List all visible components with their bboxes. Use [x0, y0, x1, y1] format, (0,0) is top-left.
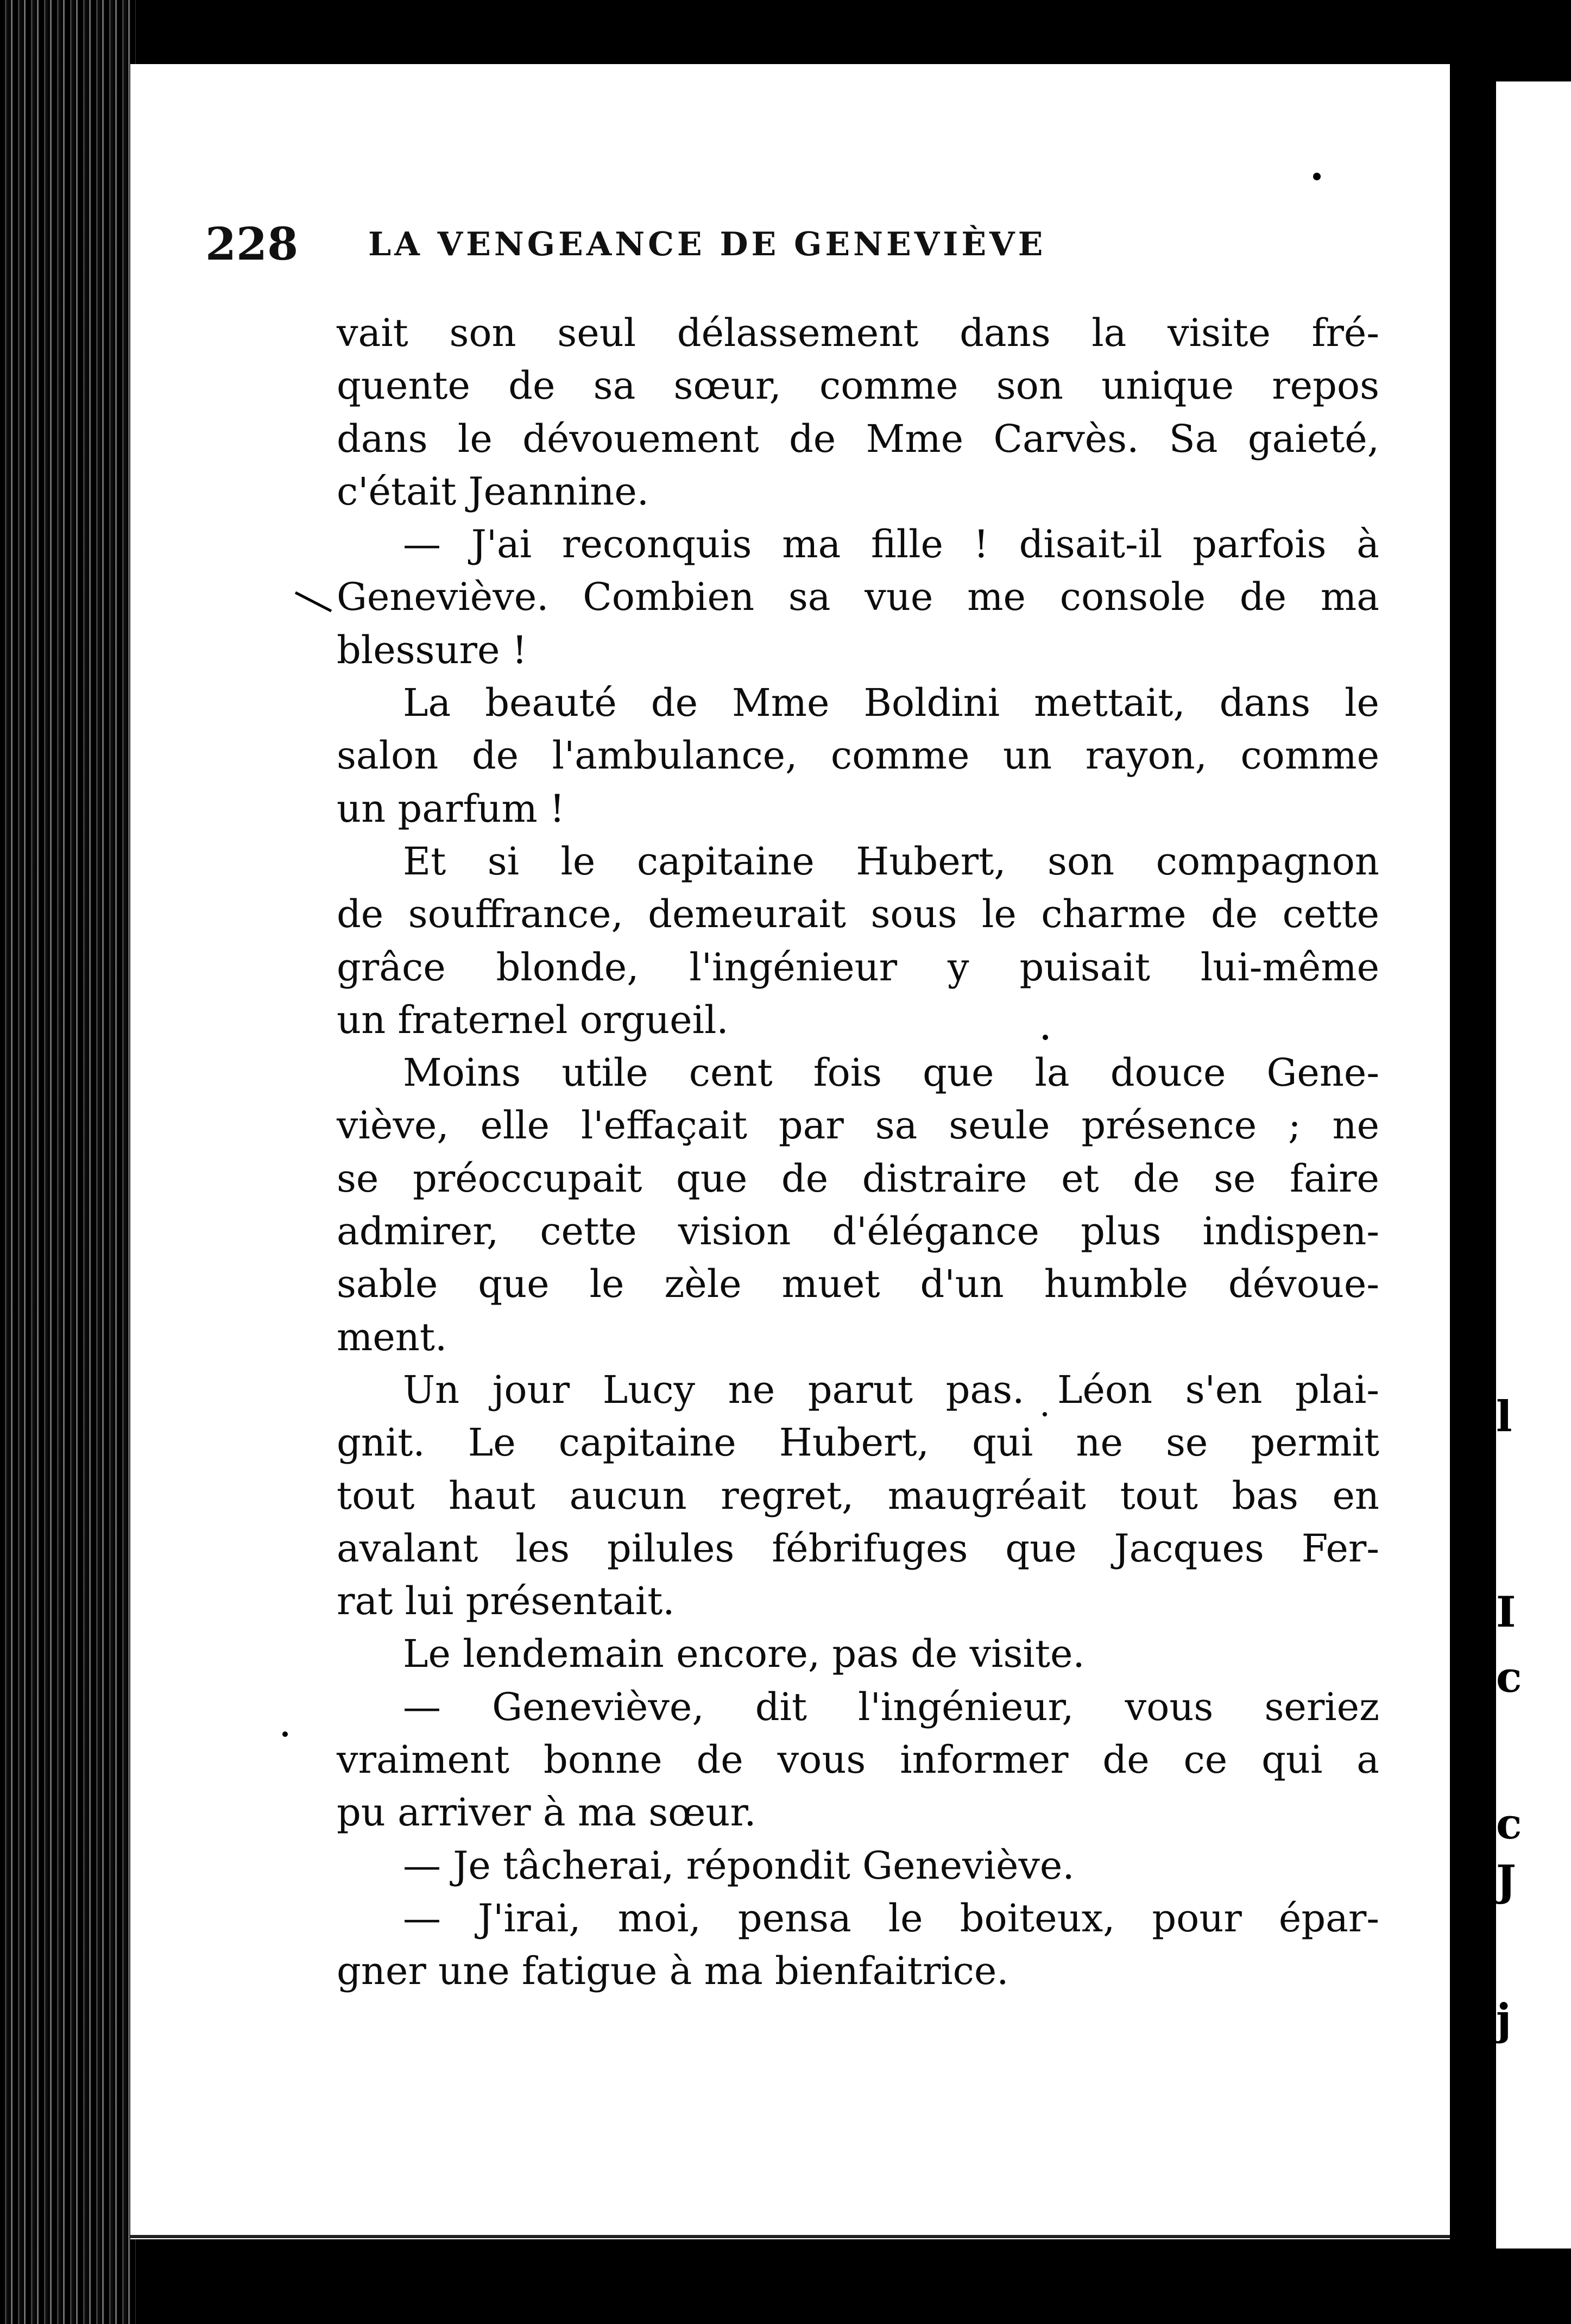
text-line: un parfum ! [337, 786, 565, 831]
text-line: de souffrance, demeurait sous le charme de cette [337, 892, 1379, 937]
text-line: avalant les pilules fébrifuges que Jacques Fer- [337, 1526, 1379, 1571]
text-line: — Je tâcherai, répondit Geneviève. [403, 1843, 1075, 1888]
text-line: — Geneviève, dit l'ingénieur, vous seriez [403, 1684, 1379, 1729]
margin-pencil-mark [293, 589, 342, 616]
print-speck [1043, 1412, 1047, 1416]
text-line: ment. [337, 1314, 447, 1359]
text-line: se préoccupait que de distraire et de se faire [337, 1156, 1379, 1201]
text-line: gner une fatigue à ma bienfaitrice. [337, 1949, 1009, 1994]
text-line: admirer, cette vision d'élégance plus indispen- [337, 1209, 1379, 1254]
adjacent-page-letter: c [1496, 1653, 1522, 1702]
text-line: Moins utile cent fois que la douce Gene- [403, 1050, 1379, 1095]
text-line: Le lendemain encore, pas de visite. [403, 1632, 1085, 1677]
text-line: vraiment bonne de vous informer de ce qui a [337, 1737, 1379, 1783]
text-line: dans le dévouement de Mme Carvès. Sa gaieté, [337, 416, 1379, 461]
adjacent-page-letter: I [1496, 1588, 1516, 1637]
body-text [337, 307, 1379, 1998]
text-line: quente de sa sœur, comme son unique repos [337, 363, 1379, 408]
page-bottom-edge [130, 2235, 1450, 2238]
text-line: Et si le capitaine Hubert, son compagnon [403, 839, 1379, 884]
running-title: LA VENGEANCE DE GENEVIÈVE [368, 225, 1046, 263]
adjacent-page-strip [1496, 81, 1571, 2249]
text-line: Un jour Lucy ne parut pas. Léon s'en plai- [403, 1367, 1379, 1412]
text-line: gnit. Le capitaine Hubert, qui ne se permit [337, 1420, 1379, 1465]
text-line: c'était Jeannine. [337, 469, 649, 514]
text-line: La beauté de Mme Boldini mettait, dans le [403, 681, 1379, 726]
print-speck [282, 1731, 288, 1737]
text-line: Geneviève. Combien sa vue me console de ma [337, 575, 1379, 620]
text-line: — J'ai reconquis ma fille ! disait-il parfois à [403, 522, 1379, 567]
book-gutter-edge [0, 0, 136, 2324]
text-line: vait son seul délassement dans la visite fré- [337, 311, 1379, 355]
text-line: un fraternel orgueil. [337, 997, 729, 1042]
print-speck [1313, 173, 1321, 180]
text-line: pu arriver à ma sœur. [337, 1790, 756, 1835]
page-number: 228 [205, 218, 299, 270]
adjacent-page-letter: c [1496, 1799, 1522, 1849]
text-line: rat lui présentait. [337, 1579, 675, 1624]
text-line: viève, elle l'effaçait par sa seule présence ; ne [337, 1103, 1379, 1148]
text-line: blessure ! [337, 627, 527, 672]
text-line: tout haut aucun regret, maugréait tout bas en [337, 1473, 1379, 1518]
text-line: sable que le zèle muet d'un humble dévoue- [337, 1262, 1379, 1307]
adjacent-page-letter: J [1496, 1856, 1516, 1906]
text-line: grâce blonde, l'ingénieur y puisait lui-même [337, 944, 1379, 990]
adjacent-page-letter: l [1496, 1392, 1512, 1441]
print-speck [1043, 1035, 1048, 1040]
adjacent-page-letter: j [1496, 1995, 1512, 2044]
text-line: salon de l'ambulance, comme un rayon, comme [337, 733, 1379, 778]
text-line: — J'irai, moi, pensa le boiteux, pour épar- [403, 1895, 1379, 1941]
running-header [205, 215, 1264, 274]
